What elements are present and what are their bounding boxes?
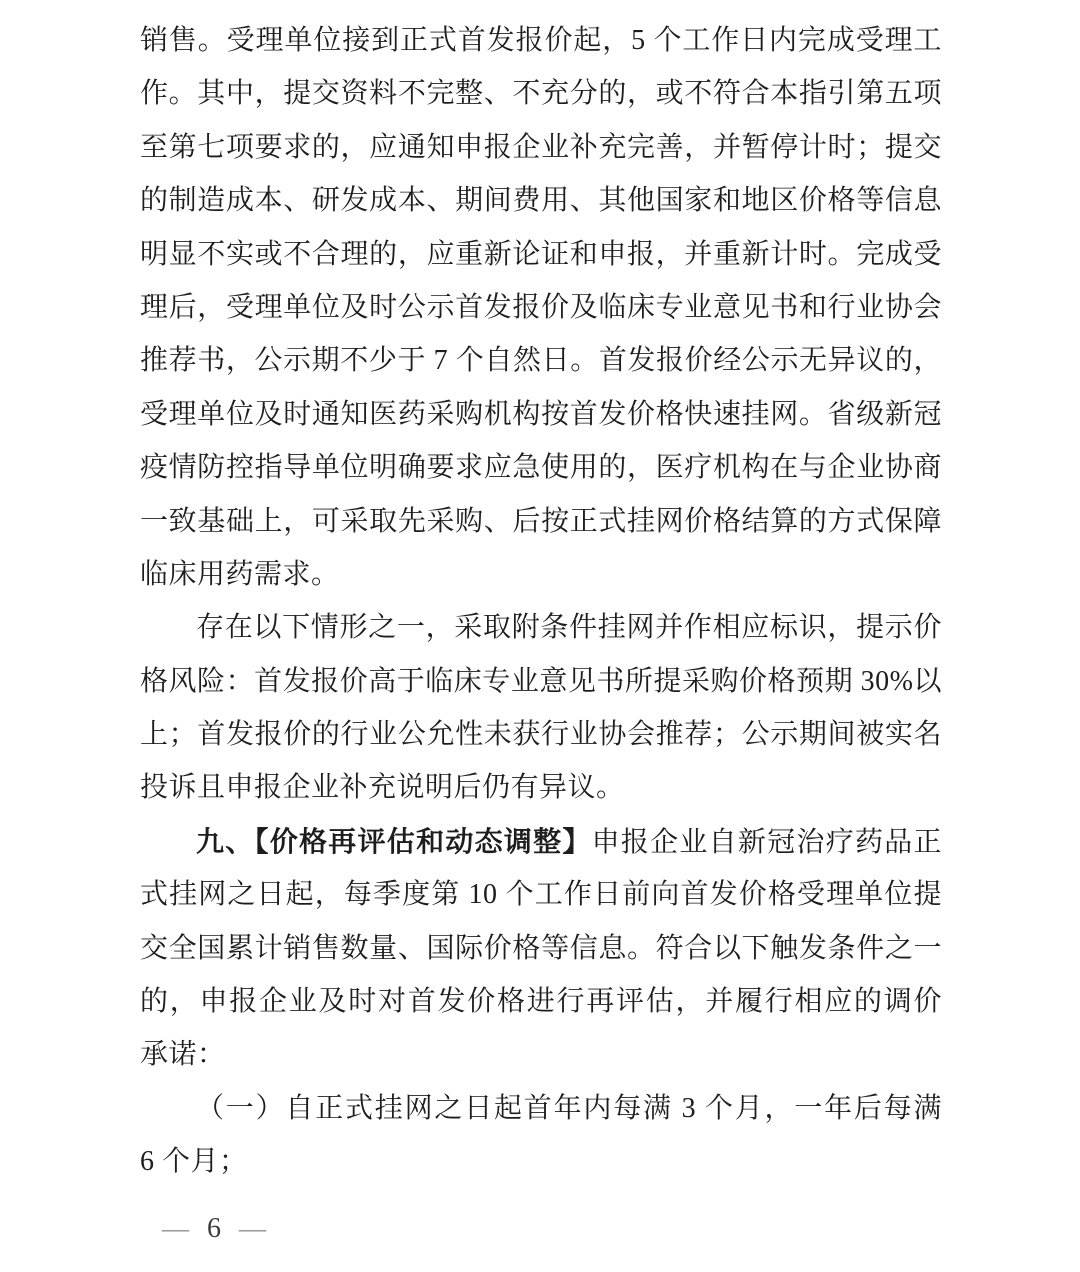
page-number: 6: [207, 1213, 221, 1244]
text-line: 受理单位及时通知医药采购机构按首发价格快速挂网。省级新冠: [140, 398, 942, 430]
text-line: 交全国累计销售数量、国际价格等信息。符合以下触发条件之一: [140, 932, 942, 964]
text-line: 至第七项要求的，应通知申报企业补充完善，并暂停计时；提交: [140, 131, 942, 163]
text-line: 上；首发报价的行业公允性未获行业协会推荐；公示期间被实名: [140, 719, 942, 751]
text-line: 式挂网之日起，每季度第 10 个工作日前向首发价格受理单位提: [140, 879, 942, 911]
text-line: 临床用药需求。: [140, 558, 340, 590]
text-line-section-heading: [140, 815, 942, 868]
section-heading-label: 九、【价格再评估和动态调整】: [196, 825, 592, 857]
text-line: 作。其中，提交资料不完整、不充分的，或不符合本指引第五项: [140, 78, 942, 110]
text-line: 存在以下情形之一，采取附条件挂网并作相应标识，提示价: [196, 612, 942, 644]
text-line: 的，申报企业及时对首发价格进行再评估，并履行相应的调价: [140, 986, 942, 1018]
text-line: 推荐书，公示期不少于 7 个自然日。首发报价经公示无异议的，: [140, 345, 942, 377]
text-line-list-item: （一）自正式挂网之日起首年内每满 3 个月，一年后每满: [196, 1092, 942, 1124]
text-line: 格风险：首发报价高于临床专业意见书所提采购价格预期 30%以: [140, 665, 942, 697]
text-line: 6 个月；: [140, 1146, 248, 1178]
document-body: [140, 14, 942, 1189]
text-line: 承诺：: [140, 1039, 226, 1071]
text-line: 销售。受理单位接到正式首发报价起，5 个工作日内完成受理工: [140, 25, 942, 56]
text-line: 明显不实或不合理的，应重新论证和申报，并重新计时。完成受: [140, 238, 942, 270]
text-line: 的制造成本、研发成本、期间费用、其他国家和地区价格等信息: [140, 185, 942, 217]
text-line: 投诉且申报企业补充说明后仍有异议。: [140, 772, 625, 804]
footer-right-dash: —: [239, 1213, 266, 1243]
page-footer: [162, 1208, 266, 1249]
footer-left-dash: —: [162, 1213, 189, 1243]
section-heading-continuation: 申报企业自新冠治疗药品正: [591, 826, 942, 858]
text-line: 一致基础上，可采取先采购、后按正式挂网价格结算的方式保障: [140, 505, 942, 537]
text-line: 理后，受理单位及时公示首发报价及临床专业意见书和行业协会: [140, 291, 942, 323]
text-line: 疫情防控指导单位明确要求应急使用的，医疗机构在与企业协商: [140, 452, 942, 484]
